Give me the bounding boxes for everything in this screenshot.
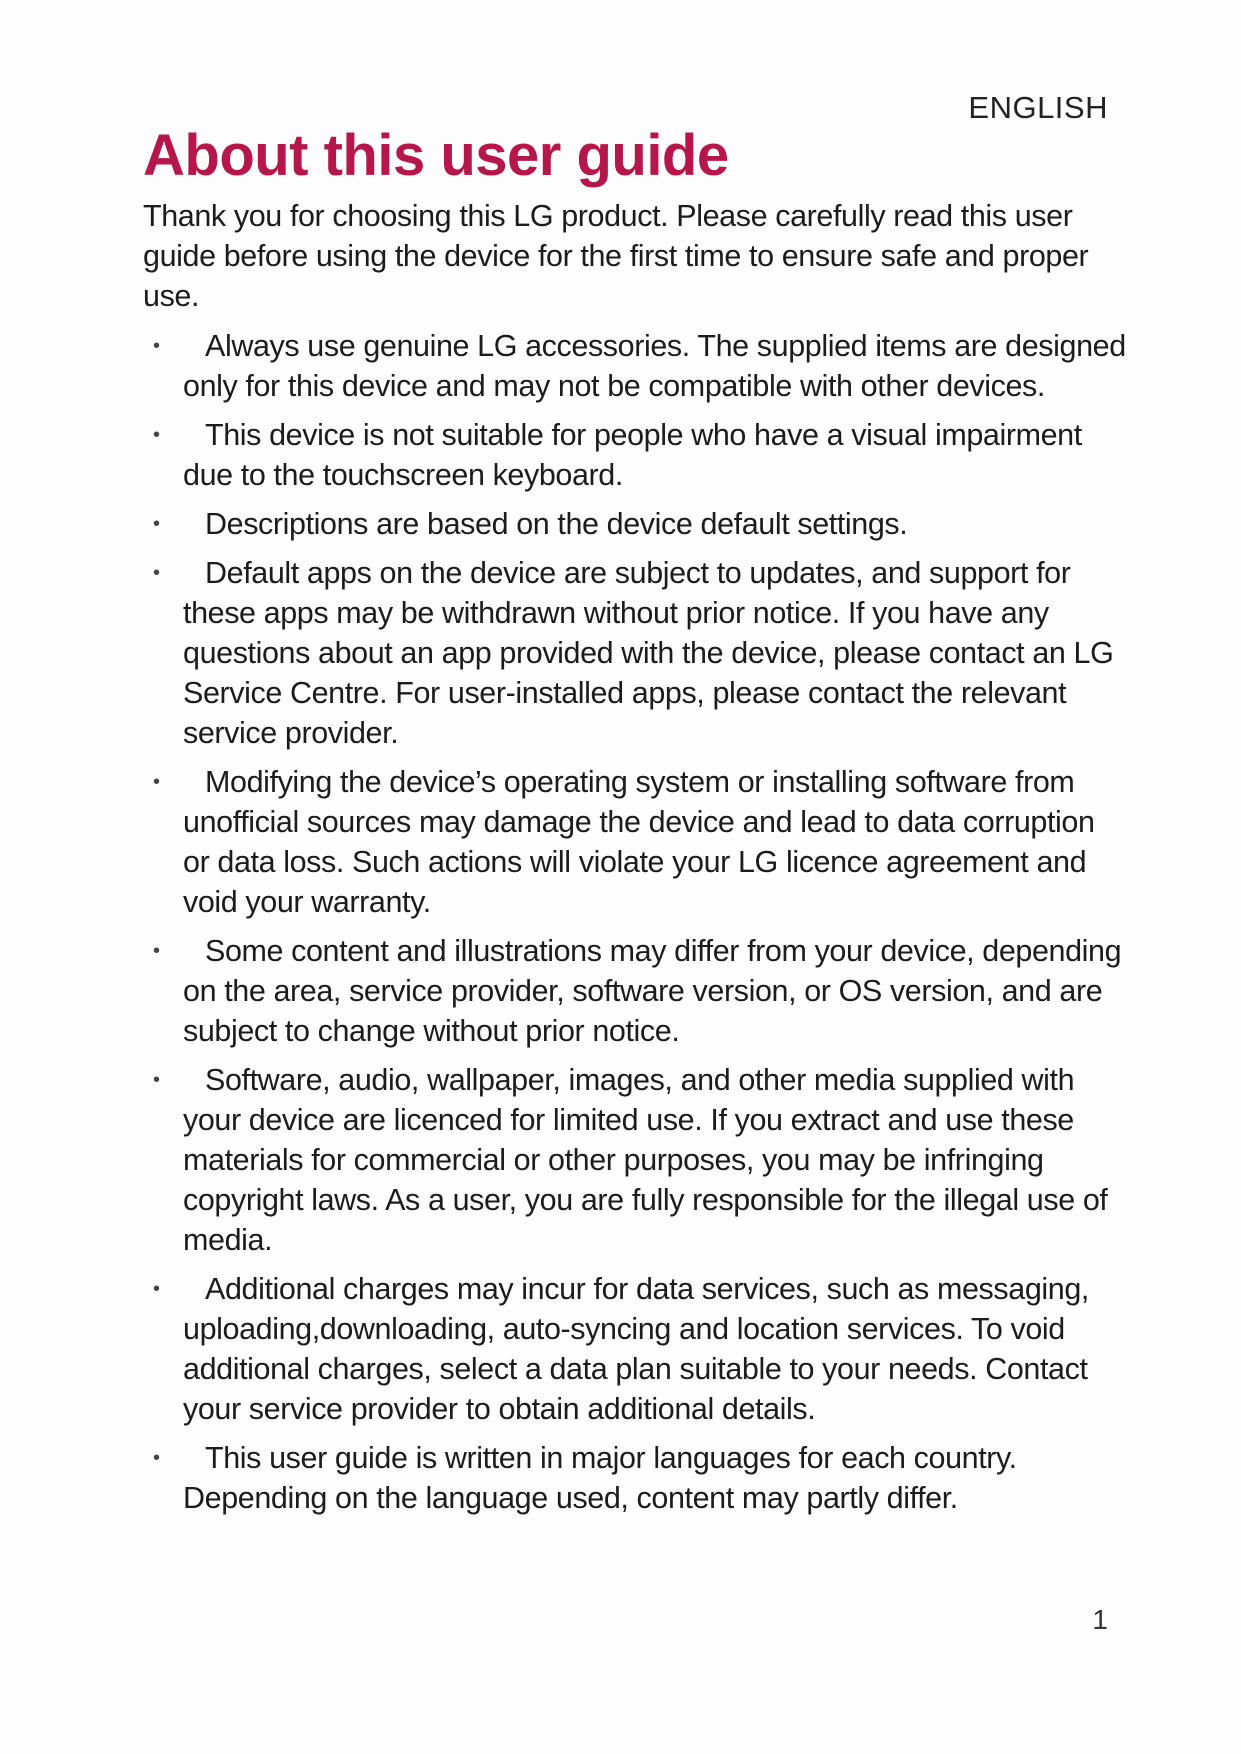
bullet-icon: • [153, 1447, 160, 1469]
list-item-text: This user guide is written in major languages for each country. Depending on the language used, content may partly differ. [183, 1441, 1017, 1515]
list-item-text: Descriptions are based on the device default settings. [205, 507, 908, 541]
list-item-text: Always use genuine LG accessories. The supplied items are designed only for this device and may not be compatible with other devices. [183, 329, 1126, 403]
bullet-list [143, 326, 1128, 1527]
list-item [143, 415, 1128, 495]
list-item-text: Additional charges may incur for data services, such as messaging, uploading,downloading, auto-syncing and location services. To void additional charges, select a data plan suitable to your needs. Contact your service provider to obtain additional details. [183, 1272, 1089, 1426]
list-item [143, 504, 1128, 544]
list-item [143, 931, 1128, 1051]
bullet-icon: • [153, 424, 160, 446]
list-item [143, 1269, 1128, 1429]
bullet-icon: • [153, 335, 160, 357]
list-item-text: Software, audio, wallpaper, images, and other media supplied with your device are licenced for limited use. If you extract and use these materials for commercial or other purposes, you may be infringing copyright laws. As a user, you are fully responsible for the illegal use of media. [183, 1063, 1108, 1257]
bullet-icon: • [153, 940, 160, 962]
page-title: About this user guide [143, 123, 729, 188]
list-item [143, 553, 1128, 753]
list-item-text: Some content and illustrations may differ from your device, depending on the area, service provider, software version, or OS version, and are subject to change without prior notice. [183, 934, 1122, 1048]
list-item-text: Modifying the device’s operating system or installing software from unofficial sources may damage the device and lead to data corruption or data loss. Such actions will violate your LG licence agreement and void your warranty. [183, 765, 1095, 919]
bullet-icon: • [153, 1278, 160, 1300]
bullet-icon: • [153, 1069, 160, 1091]
language-label: ENGLISH [968, 90, 1108, 125]
list-item [143, 762, 1128, 922]
page-number: 1 [1092, 1604, 1108, 1635]
list-item [143, 1060, 1128, 1260]
list-item [143, 1438, 1128, 1518]
bullet-icon: • [153, 513, 160, 535]
bullet-icon: • [153, 562, 160, 584]
bullet-icon: • [153, 771, 160, 793]
list-item-text: This device is not suitable for people who have a visual impairment due to the touchscreen keyboard. [183, 418, 1082, 492]
intro-paragraph: Thank you for choosing this LG product. Please carefully read this user guide before using the device for the first time to ensure safe and proper use. [143, 199, 1089, 313]
list-item-text: Default apps on the device are subject to updates, and support for these apps may be withdrawn without prior notice. If you have any questions about an app provided with the device, please contact an LG Service Centre. For user-installed apps, please contact the relevant service provider. [183, 556, 1114, 750]
list-item [143, 326, 1128, 406]
